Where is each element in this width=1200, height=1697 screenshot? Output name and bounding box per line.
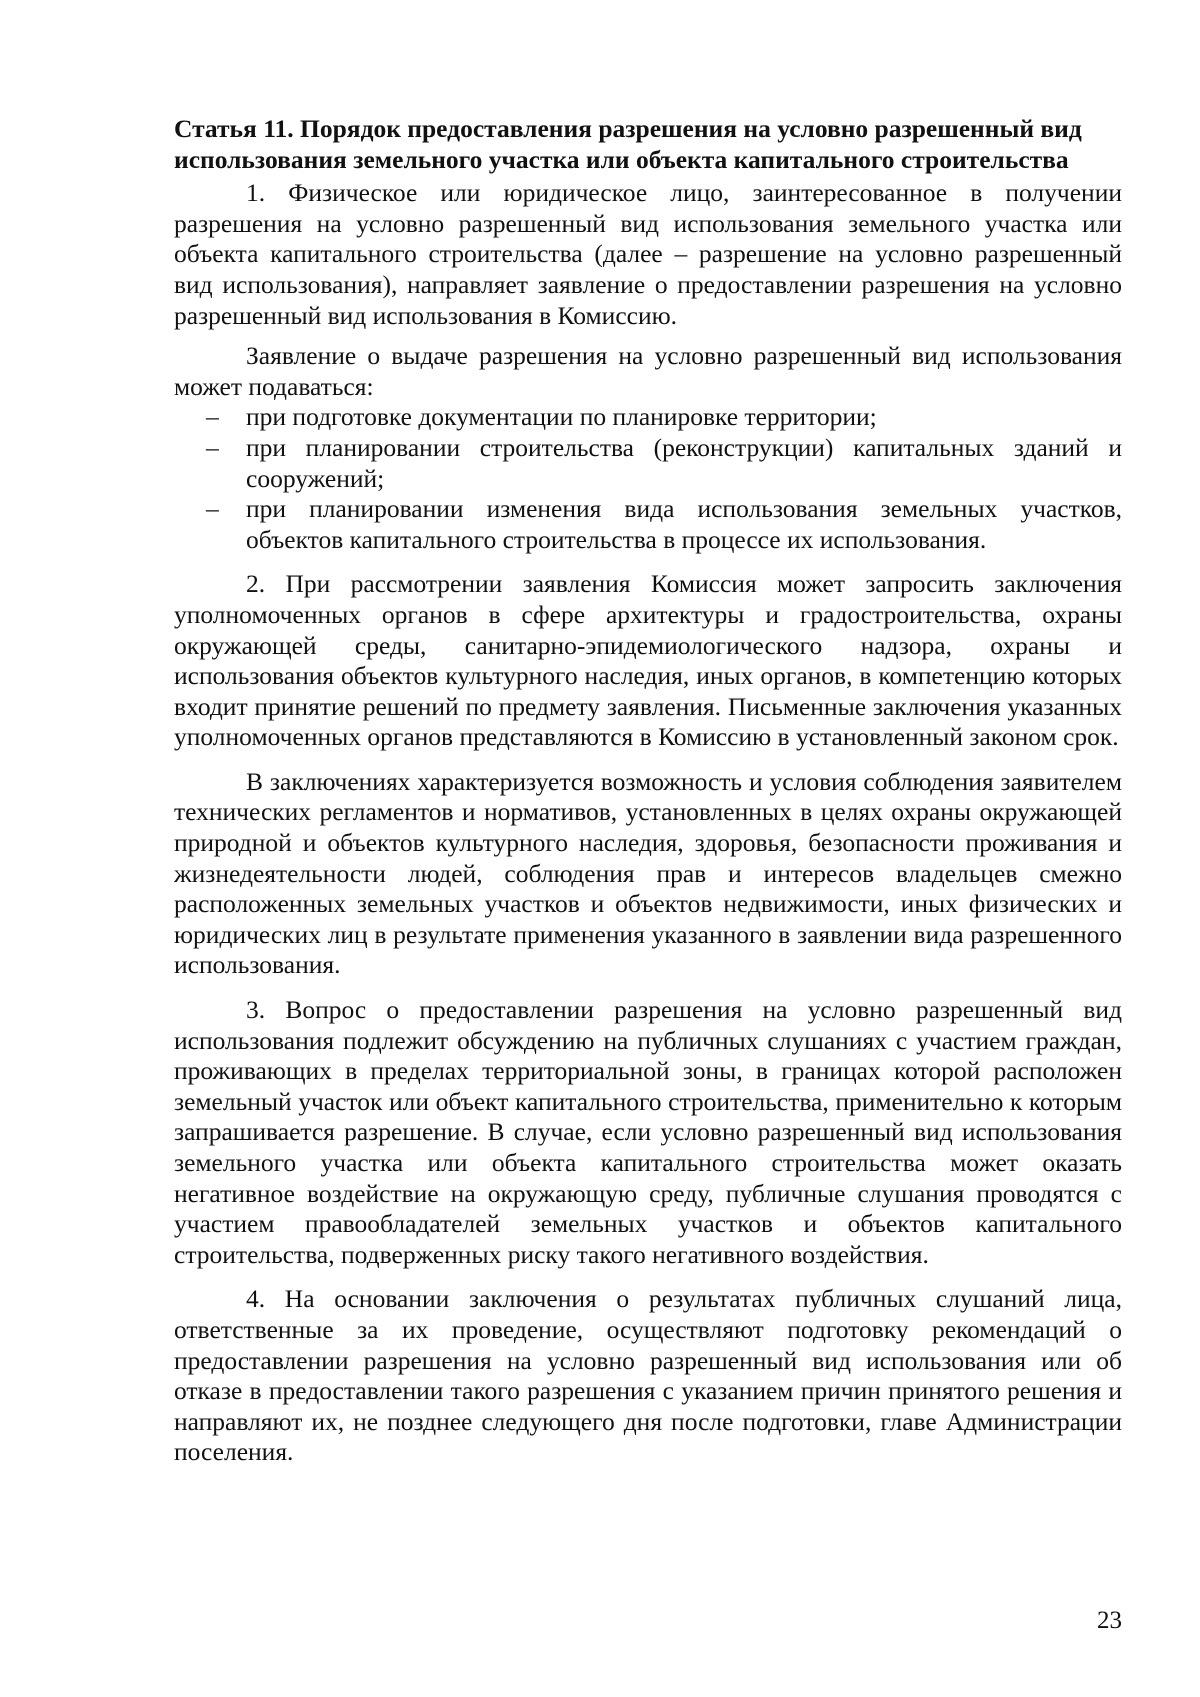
list-item: [174, 402, 1122, 433]
list-item-text: при планировании изменения вида использования земельных участков, объектов капитального строительства в процессе их использования.: [246, 494, 1122, 554]
submission-cases-list: [174, 402, 1122, 555]
list-item-text: при планировании строительства (реконструкции) капитальных зданий и сооружений;: [246, 432, 1122, 493]
dash-marker: –: [206, 432, 219, 462]
dash-marker: –: [206, 402, 219, 432]
list-item: [174, 494, 1122, 555]
document-page: [174, 114, 1122, 1468]
paragraph-3: 3. Вопрос о предоставлении разрешения на условно разрешенный вид использования подлежит обсуждению на публичных слушаниях с участием граждан, проживающих в пределах территориальной зоны, в границах которой расположен земельный участок или объект капитального строительства, применительно к которым запрашивается разрешение. В случае, если условно разрешенный вид использования земельного участка или объекта капитального строительства может оказать негативное воздействие на окружающую среду, публичные слушания проводятся с участием правообладателей земельных участков и объектов капитального строительства, подверженных риску такого негативного воздействия.: [174, 995, 1122, 1269]
paragraph-1: 1. Физическое или юридическое лицо, заинтересованное в получении разрешения на условно разрешенный вид использования земельного участка или объекта капитального строительства (далее – разрешение на условно разрешенный вид использования), направляет заявление о предоставлении разрешения на условно разрешенный вид использования в Комиссию.: [174, 178, 1122, 330]
paragraph-application: Заявление о выдаче разрешения на условно разрешенный вид использования может подаваться:: [174, 341, 1122, 401]
paragraph-conclusions: В заключениях характеризуется возможность и условия соблюдения заявителем технических регламентов и нормативов, установленных в целях охраны окружающей природной и объектов культурного наследия, здоровья, безопасности проживания и жизнедеятельности людей, соблюдения прав и интересов владельцев смежно расположенных земельных участков и объектов недвижимости, иных физических и юридических лиц в результате применения указанного в заявлении вида разрешенного использования.: [174, 766, 1122, 980]
list-item-text: при подготовке документации по планировке территории;: [246, 402, 877, 432]
paragraph-4: 4. На основании заключения о результатах публичных слушаний лица, ответственные за их проведение, осуществляют подготовку рекомендаций о предоставлении разрешения на условно разрешенный вид использования или об отказе в предоставлении такого разрешения с указанием причин принятого решения и направляют их, не позднее следующего дня после подготовки, главе Администрации поселения.: [174, 1284, 1122, 1467]
list-item: [174, 433, 1122, 494]
page-number: 23: [1097, 1607, 1122, 1634]
article-heading: Статья 11. Порядок предоставления разрешения на условно разрешенный вид использования земельного участка или объекта капитального строительства: [174, 114, 1082, 174]
dash-marker: –: [206, 494, 219, 524]
paragraph-2: 2. При рассмотрении заявления Комиссия может запросить заключения уполномоченных органов в сфере архитектуры и градостроительства, охраны окружающей среды, санитарно-эпидемиологического надзора, охраны и использования объектов культурного наследия, иных органов, в компетенцию которых входит принятие решений по предмету заявления. Письменные заключения указанных уполномоченных органов представляются в Комиссию в установленный законом срок.: [174, 569, 1122, 752]
